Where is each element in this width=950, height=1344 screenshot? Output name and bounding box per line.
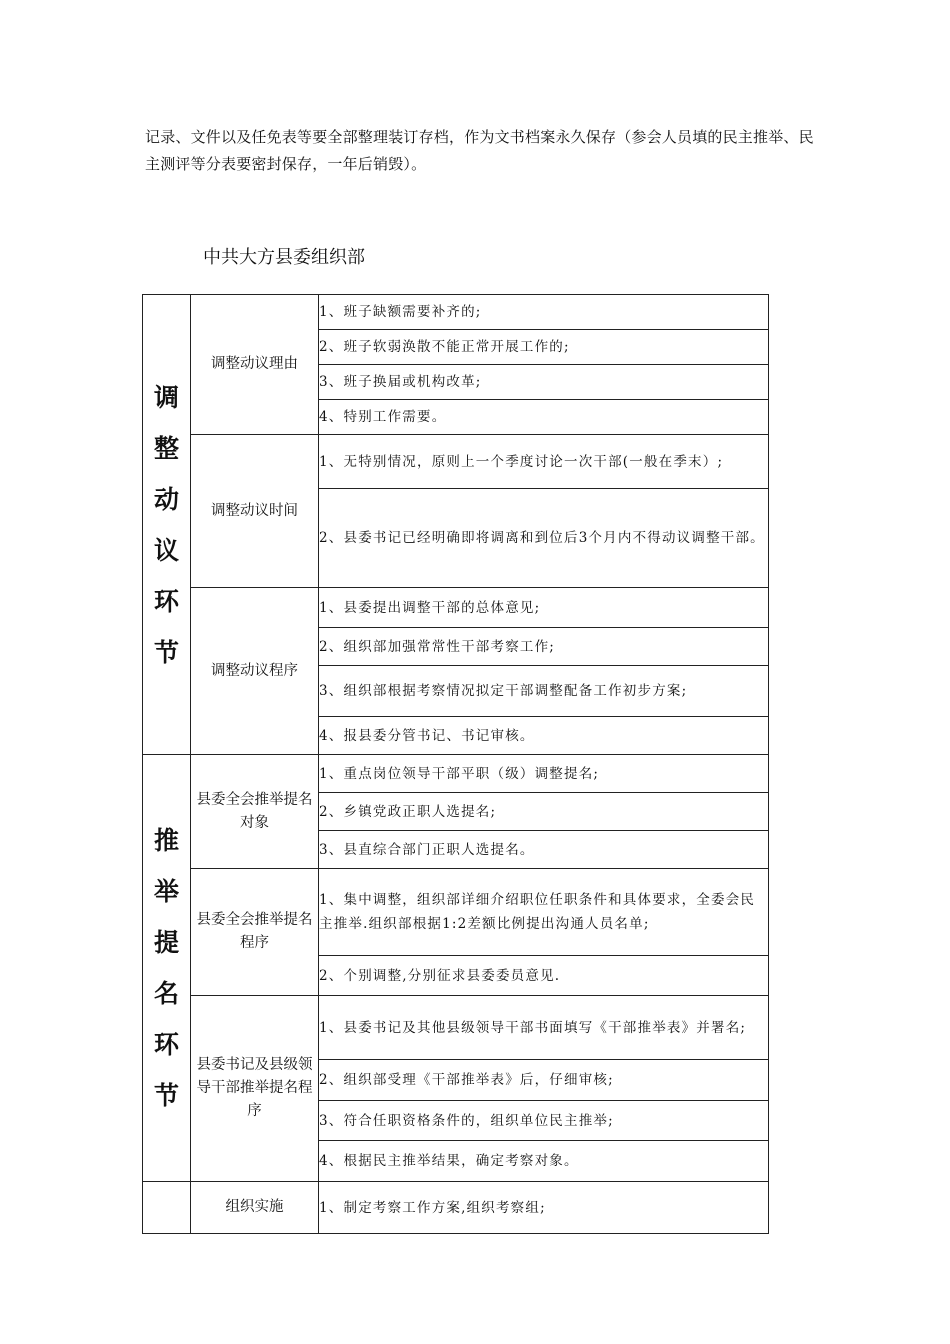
group-label: 县委全会推举提名对象 — [191, 755, 319, 869]
table-row — [143, 295, 769, 330]
list-item: 2、个别调整,分别征求县委委员意见. — [319, 956, 769, 996]
list-item: 3、班子换届或机构改革; — [319, 365, 769, 400]
list-item: 2、组织部受理《干部推举表》后，仔细审核; — [319, 1060, 769, 1101]
table-row — [143, 588, 769, 628]
list-item: 1、无特别情况，原则上一个季度讨论一次干部(一般在季末）; — [319, 435, 769, 489]
intro-paragraph: 记录、文件以及任免表等要全部整理装订存档，作为文书档案永久保存（参会人员填的民主推举、民主测评等分表要密封保存，一年后销毁）。 — [145, 128, 814, 173]
procedure-table — [142, 294, 769, 1234]
list-item: 2、组织部加强常常性干部考察工作; — [319, 628, 769, 666]
section-title: 推举提名环节 — [143, 755, 191, 1182]
section-title: 调整动议环节 — [143, 295, 191, 755]
group-label: 调整动议理由 — [191, 295, 319, 435]
group-label: 县委书记及县级领导干部推举提名程序 — [191, 996, 319, 1182]
group-label: 调整动议程序 — [191, 588, 319, 755]
list-item: 1、制定考察工作方案,组织考察组; — [319, 1182, 769, 1234]
table-row — [143, 869, 769, 956]
table-row — [143, 755, 769, 793]
table-row — [143, 435, 769, 489]
group-label: 县委全会推举提名程序 — [191, 869, 319, 996]
list-item: 4、报县委分管书记、书记审核。 — [319, 717, 769, 755]
list-item: 3、县直综合部门正职人选提名。 — [319, 831, 769, 869]
list-item: 1、班子缺额需要补齐的; — [319, 295, 769, 330]
group-label: 组织实施 — [191, 1182, 319, 1234]
list-item: 1、县委书记及其他县级领导干部书面填写《干部推举表》并署名; — [319, 996, 769, 1060]
list-item: 2、县委书记已经明确即将调离和到位后3个月内不得动议调整干部。 — [319, 489, 769, 588]
group-label: 调整动议时间 — [191, 435, 319, 588]
list-item: 3、符合任职资格条件的，组织单位民主推举; — [319, 1101, 769, 1141]
list-item: 1、重点岗位领导干部平职（级）调整提名; — [319, 755, 769, 793]
list-item: 2、乡镇党政正职人选提名; — [319, 793, 769, 831]
list-item: 2、班子软弱涣散不能正常开展工作的; — [319, 330, 769, 365]
section-title — [143, 1182, 191, 1234]
list-item: 4、根据民主推举结果，确定考察对象。 — [319, 1141, 769, 1182]
list-item: 1、县委提出调整干部的总体意见; — [319, 588, 769, 628]
table-row — [143, 1182, 769, 1234]
list-item: 3、组织部根据考察情况拟定干部调整配备工作初步方案; — [319, 666, 769, 717]
table-row — [143, 996, 769, 1060]
list-item: 4、特别工作需要。 — [319, 400, 769, 435]
list-item: 1、集中调整，组织部详细介绍职位任职条件和具体要求，全委会民主推举.组织部根据1:2差额比例提出沟通人员名单; — [319, 869, 769, 956]
organization-name: 中共大方县委组织部 — [203, 247, 365, 268]
